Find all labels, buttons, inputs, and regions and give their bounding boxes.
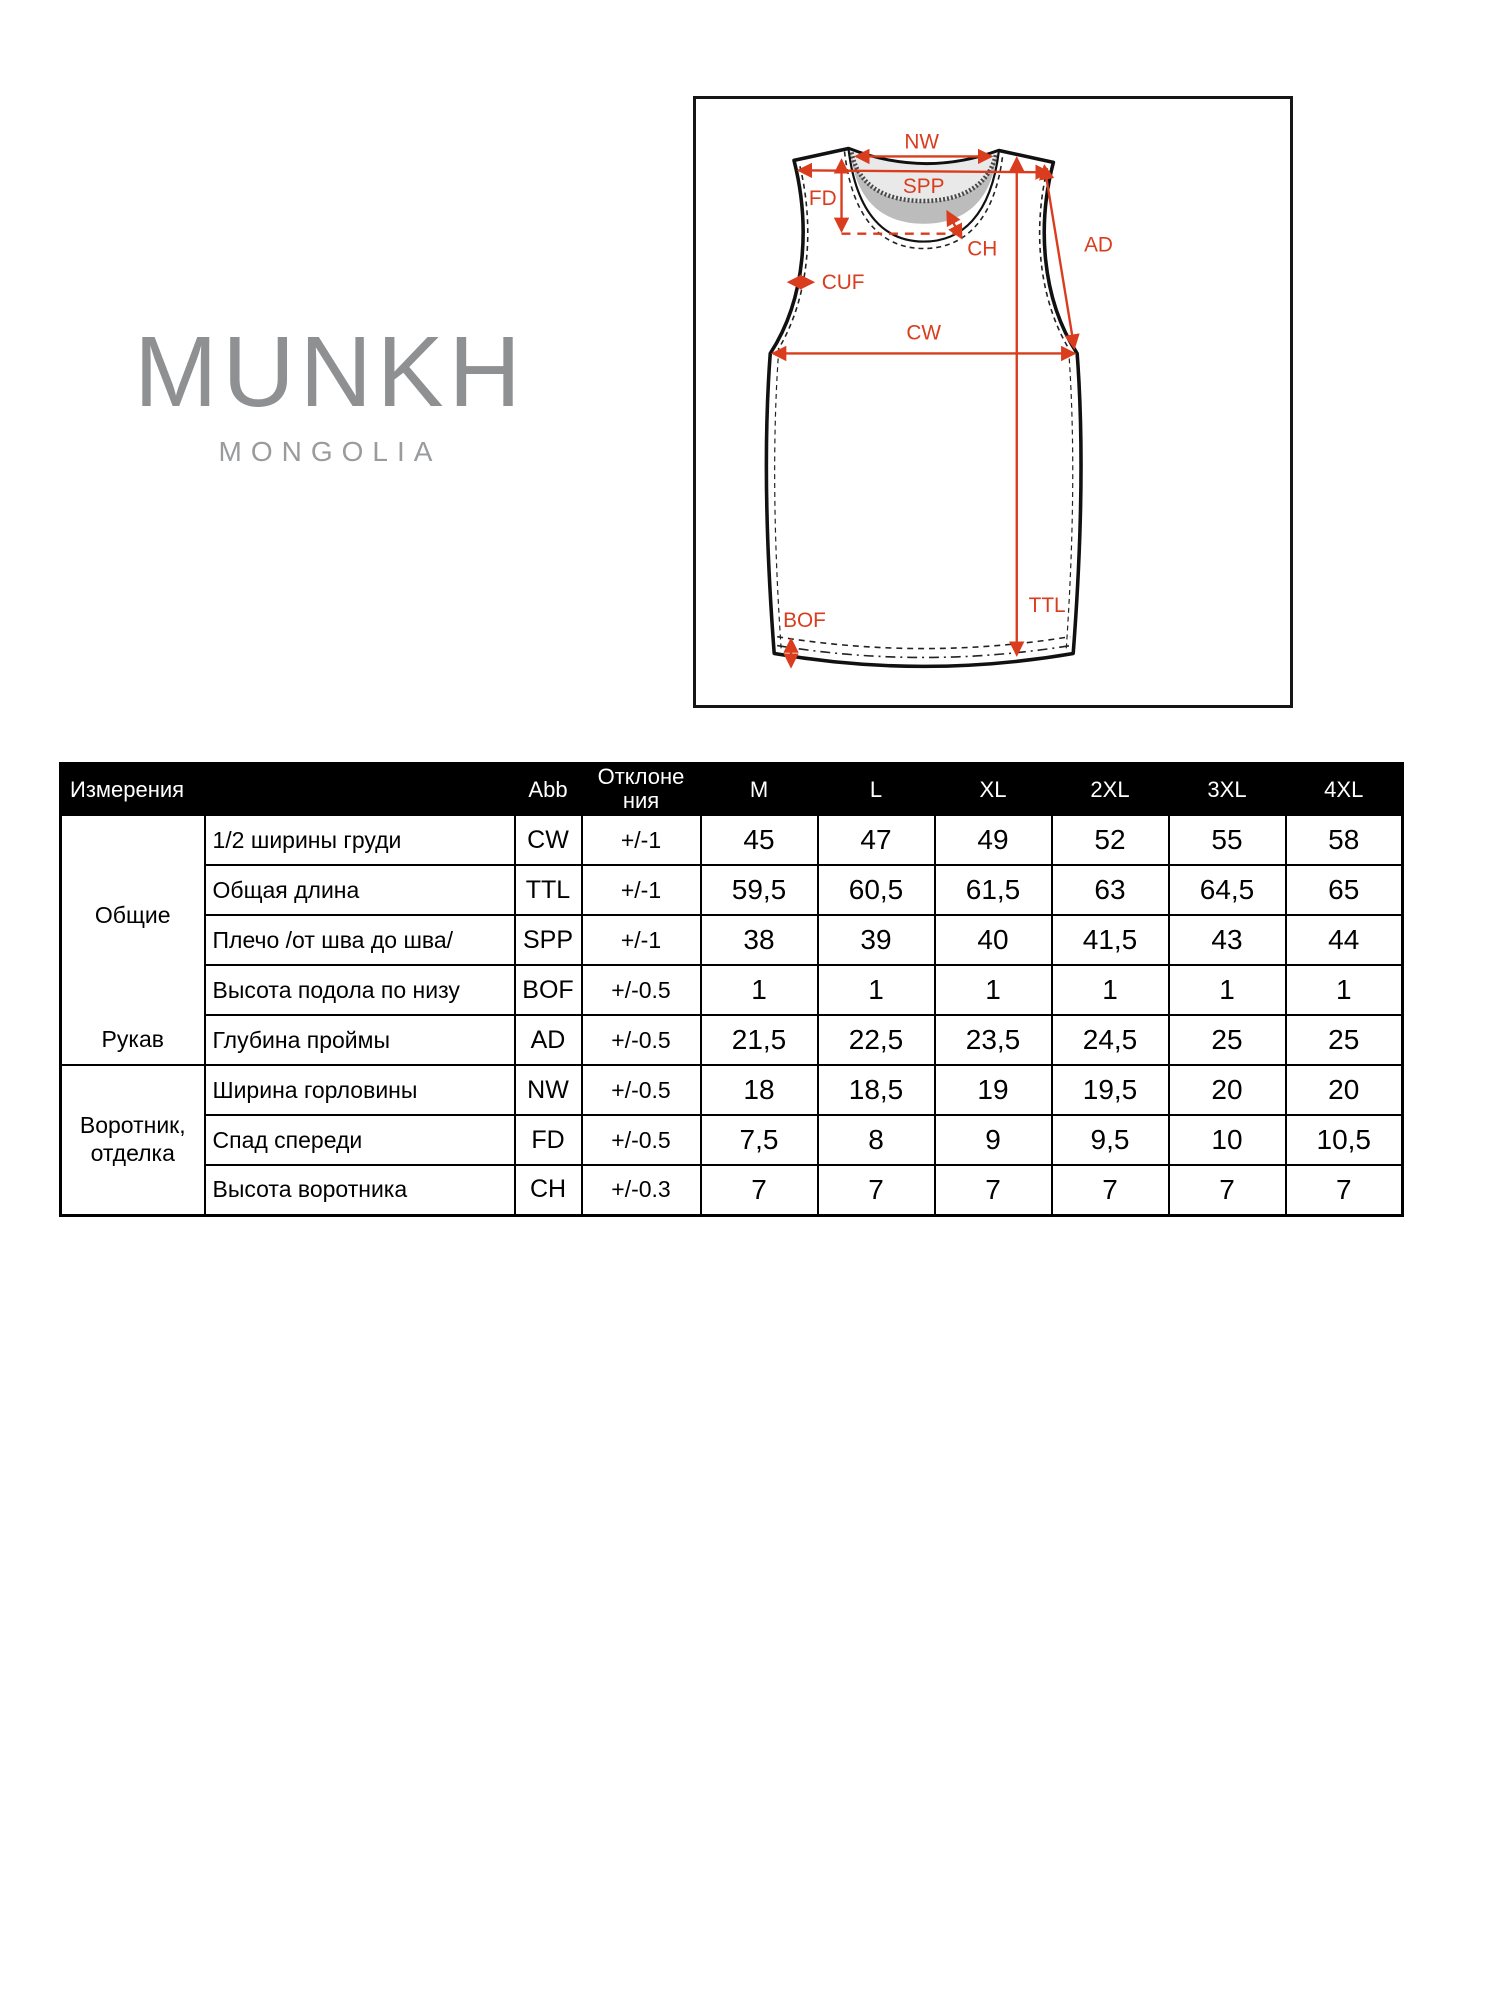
measure-deviation: +/-0.5	[582, 965, 701, 1015]
label-ch: CH	[967, 237, 998, 261]
value-3xl: 1	[1169, 965, 1286, 1015]
value-xl: 9	[935, 1115, 1052, 1165]
group-vorotnik: Воротник, отделка	[61, 1065, 205, 1215]
value-xl: 7	[935, 1165, 1052, 1215]
measure-name: Высота подола по низу	[205, 965, 515, 1015]
header-size-2xl: 2XL	[1052, 764, 1169, 816]
header-size-l: L	[818, 764, 935, 816]
label-fd: FD	[808, 186, 837, 210]
value-l: 39	[818, 915, 935, 965]
measure-deviation: +/-1	[582, 865, 701, 915]
table-row	[61, 1115, 1403, 1165]
label-ad: AD	[1084, 233, 1113, 257]
header-size-xl: XL	[935, 764, 1052, 816]
label-nw: NW	[904, 130, 940, 154]
value-m: 45	[701, 815, 818, 865]
brand-name: MUNKH	[134, 316, 526, 428]
measure-abb: TTL	[515, 865, 582, 915]
measure-abb: AD	[515, 1015, 582, 1065]
value-l: 7	[818, 1165, 935, 1215]
value-m: 7,5	[701, 1115, 818, 1165]
measure-deviation: +/-1	[582, 815, 701, 865]
measure-abb: NW	[515, 1065, 582, 1115]
table-row	[61, 865, 1403, 915]
value-xl: 19	[935, 1065, 1052, 1115]
header-size-m: M	[701, 764, 818, 816]
value-l: 60,5	[818, 865, 935, 915]
table-row	[61, 1065, 1403, 1115]
header-size-4xl: 4XL	[1286, 764, 1403, 816]
value-4xl: 44	[1286, 915, 1403, 965]
value-3xl: 64,5	[1169, 865, 1286, 915]
value-l: 18,5	[818, 1065, 935, 1115]
group-rukav: Рукав	[61, 1015, 205, 1065]
value-4xl: 1	[1286, 965, 1403, 1015]
value-m: 38	[701, 915, 818, 965]
value-l: 22,5	[818, 1015, 935, 1065]
value-2xl: 19,5	[1052, 1065, 1169, 1115]
measure-abb: CH	[515, 1165, 582, 1215]
value-3xl: 10	[1169, 1115, 1286, 1165]
value-2xl: 7	[1052, 1165, 1169, 1215]
value-3xl: 20	[1169, 1065, 1286, 1115]
table-row	[61, 965, 1403, 1015]
measure-name: Плечо /от шва до шва/	[205, 915, 515, 965]
measure-name: Спад спереди	[205, 1115, 515, 1165]
value-3xl: 7	[1169, 1165, 1286, 1215]
value-xl: 49	[935, 815, 1052, 865]
measure-name: Ширина горловины	[205, 1065, 515, 1115]
value-m: 1	[701, 965, 818, 1015]
tank-top-drawing	[696, 99, 1290, 705]
value-3xl: 55	[1169, 815, 1286, 865]
header-size-3xl: 3XL	[1169, 764, 1286, 816]
header-abb: Abb	[515, 764, 582, 816]
measure-name: Высота воротника	[205, 1165, 515, 1215]
label-spp: SPP	[902, 175, 945, 199]
value-4xl: 10,5	[1286, 1115, 1403, 1165]
value-4xl: 20	[1286, 1065, 1403, 1115]
value-2xl: 52	[1052, 815, 1169, 865]
measure-deviation: +/-0.5	[582, 1015, 701, 1065]
value-xl: 1	[935, 965, 1052, 1015]
value-l: 1	[818, 965, 935, 1015]
header-deviation: Отклонения	[582, 764, 701, 816]
measure-abb: FD	[515, 1115, 582, 1165]
table-row	[61, 1165, 1403, 1215]
value-l: 8	[818, 1115, 935, 1165]
label-cuf: CUF	[821, 271, 865, 295]
value-xl: 40	[935, 915, 1052, 965]
tank-top-outline	[766, 149, 1081, 667]
measure-deviation: +/-0.5	[582, 1115, 701, 1165]
header-measurements: Измерения	[61, 764, 515, 816]
table-row	[61, 915, 1403, 965]
value-2xl: 9,5	[1052, 1115, 1169, 1165]
value-2xl: 63	[1052, 865, 1169, 915]
measure-name: 1/2 ширины груди	[205, 815, 515, 865]
measure-deviation: +/-0.3	[582, 1165, 701, 1215]
group-obshie: Общие	[61, 815, 205, 1015]
measure-name: Глубина проймы	[205, 1015, 515, 1065]
value-m: 7	[701, 1165, 818, 1215]
value-xl: 61,5	[935, 865, 1052, 915]
table-row	[61, 1015, 1403, 1065]
value-m: 18	[701, 1065, 818, 1115]
table-row	[61, 815, 1403, 865]
label-ttl: TTL	[1028, 593, 1066, 617]
table-header-row	[61, 764, 1403, 816]
label-cw: CW	[906, 321, 942, 345]
garment-diagram-box	[693, 96, 1293, 708]
measure-deviation: +/-1	[582, 915, 701, 965]
value-3xl: 25	[1169, 1015, 1286, 1065]
value-xl: 23,5	[935, 1015, 1052, 1065]
measure-abb: SPP	[515, 915, 582, 965]
value-2xl: 41,5	[1052, 915, 1169, 965]
measure-abb: CW	[515, 815, 582, 865]
value-m: 21,5	[701, 1015, 818, 1065]
value-m: 59,5	[701, 865, 818, 915]
brand-logo	[120, 316, 540, 468]
measure-deviation: +/-0.5	[582, 1065, 701, 1115]
measure-abb: BOF	[515, 965, 582, 1015]
brand-subtitle: MONGOLIA	[218, 436, 442, 467]
value-4xl: 58	[1286, 815, 1403, 865]
value-4xl: 7	[1286, 1165, 1403, 1215]
value-2xl: 1	[1052, 965, 1169, 1015]
label-bof: BOF	[783, 608, 826, 632]
measure-name: Общая длина	[205, 865, 515, 915]
size-chart-table	[59, 762, 1404, 1217]
value-l: 47	[818, 815, 935, 865]
value-3xl: 43	[1169, 915, 1286, 965]
value-4xl: 25	[1286, 1015, 1403, 1065]
value-2xl: 24,5	[1052, 1015, 1169, 1065]
value-4xl: 65	[1286, 865, 1403, 915]
